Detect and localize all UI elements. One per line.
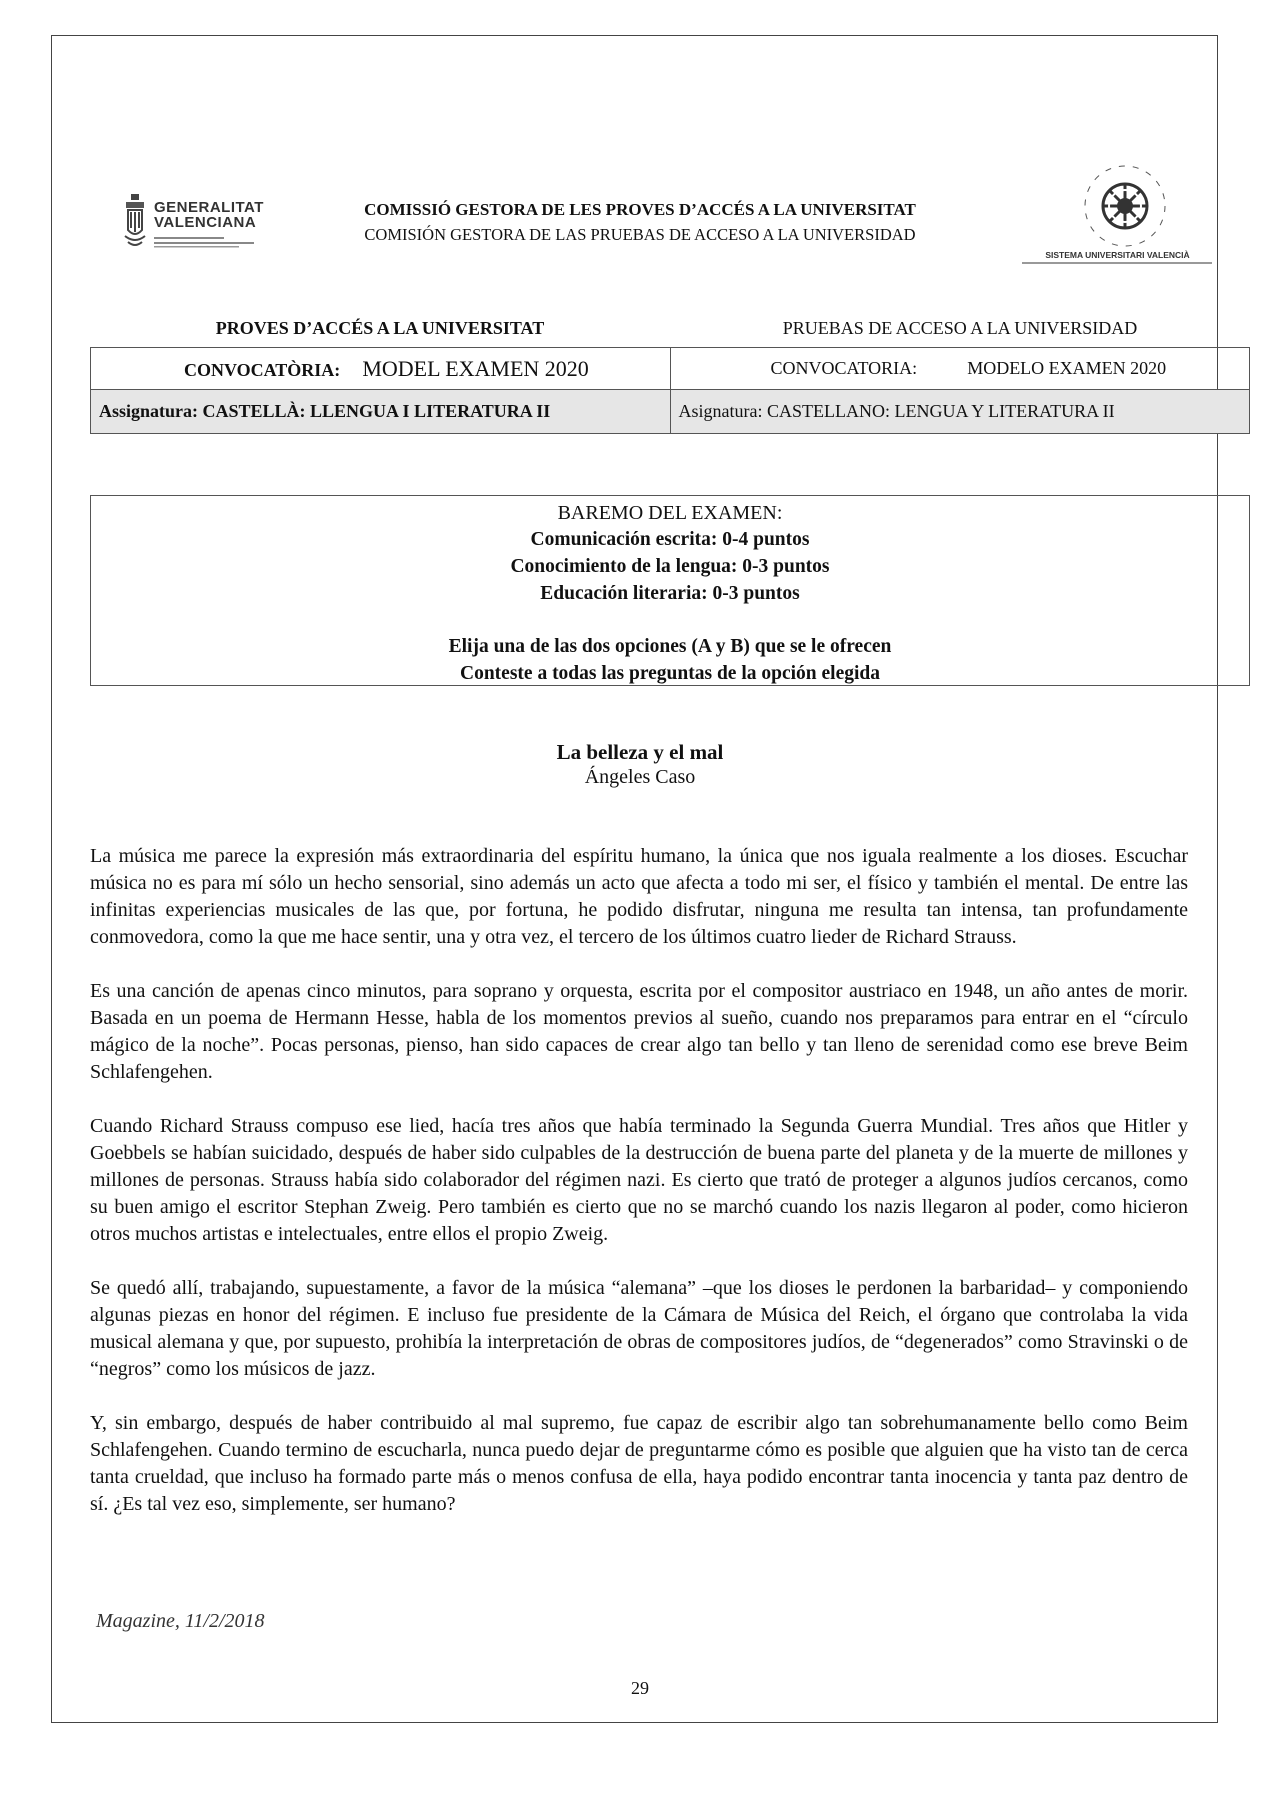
baremo-item: Conocimiento de la lengua: 0-3 puntos <box>510 556 830 577</box>
sistema-universitari-valencia-logo <box>1010 162 1225 272</box>
instruction-answer-all: Conteste a todas las preguntas de la opción elegida <box>460 663 880 684</box>
text-body <box>90 843 1188 1545</box>
convocatoria-label-valencian: CONVOCATÒRIA: <box>184 359 341 380</box>
sue-logo-subtitle <box>1010 261 1225 268</box>
text-source: Magazine, 11/2/2018 <box>96 1610 265 1632</box>
sue-logo-text: SISTEMA UNIVERSITARI VALENCIÀ <box>1045 250 1190 260</box>
university-seal-icon <box>1010 162 1225 252</box>
baremo-title: BAREMO DEL EXAMEN: <box>557 502 783 524</box>
baremo-box <box>90 495 1250 686</box>
subject-spanish: Asignatura: CASTELLANO: LENGUA Y LITERATURA II <box>670 390 1250 434</box>
paragraph: Es una canción de apenas cinco minutos, para soprano y orquesta, escrita por el compositor austriaco en 1948, un año antes de morir. Basada en un poema de Hermann Hesse, habla de los momentos previos al sueño, cuando nos preparamos para entrar en el “círculo mágico de la noche”. Pocas personas, pienso, han sido capaces de crear algo tan bello y tan lleno de serenidad como ese breve Beim Schlafengehen. <box>90 980 1188 1083</box>
page-number: 29 <box>631 1678 649 1698</box>
convocatoria-label-spanish: CONVOCATORIA: <box>770 358 918 378</box>
convocatoria-value-spanish: MODELO EXAMEN 2020 <box>967 358 1167 378</box>
access-title-valencian: PROVES D’ACCÉS A LA UNIVERSITAT <box>215 318 545 338</box>
generalitat-valenciana-logo <box>122 190 272 260</box>
baremo-item: Comunicación escrita: 0-4 puntos <box>530 529 810 550</box>
gv-logo-line1: GENERALITAT <box>154 199 264 216</box>
paragraph: Se quedó allí, trabajando, supuestamente, a favor de la música “alemana” –que los dioses le perdonen la barbaridad– y componiendo algunas piezas en honor del régimen. E incluso fue presidente de la Cámara de Música del Reich, el órgano que controlaba la vida musical alemana y que, por supuesto, prohibía la interpretación de obras de compositores judíos, de “degenerados” como Stravinski o de “negros” como los músicos de jazz. <box>90 1277 1188 1380</box>
subject-valencian: Assignatura: CASTELLÀ: LLENGUA I LITERATURA II <box>91 390 671 434</box>
convocatoria-value-valencian: MODEL EXAMEN 2020 <box>362 355 589 381</box>
paragraph: Y, sin embargo, después de haber contribuido al mal supremo, fue capaz de escribir algo tan sobrehumanamente bello como Beim Schlafengehen. Cuando termino de escucharla, nunca puedo dejar de preguntarme cómo es posible que alguien que ha visto tan de cerca tanta crueldad, que incluso ha formado parte más o menos confusa de ella, haya podido encontrar tanta inocencia y tanta paz dentro de sí. ¿Es tal vez eso, simplemente, ser humano? <box>90 1412 1188 1515</box>
paragraph: La música me parece la expresión más extraordinaria del espíritu humano, la única que nos iguala realmente a los dioses. Escuchar música no es para mí sólo un hecho sensorial, sino además un acto que afecta a todo mi ser, el físico y también el mental. De entre las infinitas experiencias musicales de las que, por fortuna, he podido disfrutar, ninguna me resulta tan intensa, tan profundamente conmovedora, como la que me hace sentir, una y otra vez, el tercero de los últimos cuatro lieder de Richard Strauss. <box>90 845 1188 948</box>
text-author: Ángeles Caso <box>584 766 696 788</box>
commission-valencian: COMISSIÓ GESTORA DE LES PROVES D’ACCÉS A LA UNIVERSITAT <box>364 200 916 219</box>
baremo-item: Educación literaria: 0-3 puntos <box>540 583 800 604</box>
convocatoria-cell-valencian <box>91 348 671 390</box>
paragraph: Cuando Richard Strauss compuso ese lied, hacía tres años que había terminado la Segunda Guerra Mundial. Tres años que Hitler y Goebbels se habían suicidado, después de haber sido culpables de la destrucción de buena parte del planeta y de la muerte de millones y millones de personas. Strauss había sido colaborador del régimen nazi. Es cierto que trató de proteger a algunos judíos cercanos, como su buen amigo el escritor Stephan Zweig. Pero también es cierto que no se marchó cuando los nazis llegaron al poder, como hicieron otros muchos artistas e intelectuales, entre ellos el propio Zweig. <box>90 1115 1188 1245</box>
crest-icon <box>122 194 148 250</box>
text-title: La belleza y el mal <box>556 740 724 764</box>
exam-info-table <box>90 347 1250 434</box>
access-title-spanish: PRUEBAS DE ACCESO A LA UNIVERSIDAD <box>782 318 1138 338</box>
gv-logo-subtitle <box>154 236 264 250</box>
instruction-choose-option: Elija una de las dos opciones (A y B) que se le ofrecen <box>448 636 892 657</box>
convocatoria-cell-spanish <box>670 348 1250 390</box>
gv-logo-line2: VALENCIANA <box>154 214 257 231</box>
commission-spanish: COMISIÓN GESTORA DE LAS PRUEBAS DE ACCESO A LA UNIVERSIDAD <box>364 225 916 244</box>
commission-header <box>280 198 1000 248</box>
